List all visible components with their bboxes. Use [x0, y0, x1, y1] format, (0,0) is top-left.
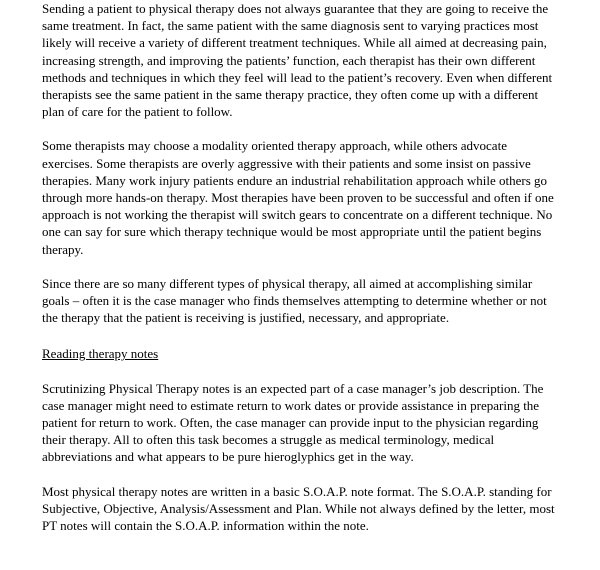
section-heading-reading-therapy-notes: Reading therapy notes — [42, 346, 159, 362]
paragraph-spacer — [42, 466, 558, 483]
paragraph-spacer — [42, 120, 558, 137]
document-body — [42, 0, 558, 534]
paragraph-4: Scrutinizing Physical Therapy notes is an expected part of a case manager’s job description. The case manager might need to estimate return to work dates or provide assistance in preparing the patient for return to work. Often, the case manager can provide input to the physician regarding their therapy. All to often this task becomes a struggle as medical terminology, medical abbreviations and what appears to be pure hieroglyphics get in the way. — [42, 380, 544, 465]
paragraph-1: Sending a patient to physical therapy does not always guarantee that they are going to receive the same treatment. In fact, the same patient with the same diagnosis sent to varying practices most likely will receive a variety of different treatment techniques. While all aimed at decreasing pain, increasing strength, and improving the patients’ function, each therapist has their own different methods and techniques in which they feel will lead to the patient’s recovery. Even when different therapists see the same patient in the same therapy practice, they often come up with a different plan of care for the patient to follow. — [42, 1, 553, 120]
paragraph-spacer — [42, 258, 558, 275]
heading-spacer — [42, 363, 558, 380]
paragraph-2: Some therapists may choose a modality oriented therapy approach, while others advocate exercises. Some therapists are overly aggressive with their patients and some insist on passive therapies. Many work injury patients endure an industrial rehabilitation approach while others go through more hands-on therapy. Most therapies have been proven to be successful and often if one approach is not working the therapist will switch gears to concentrate on a different technique. No one can say for sure which therapy technique would be most appropriate until the patient begins therapy. — [42, 138, 554, 257]
paragraph-3: Since there are so many different types of physical therapy, all aimed at accomplishing similar goals – often it is the case manager who finds themselves attempting to determine whether or not the therapy that the patient is receiving is justified, necessary, and appropriate. — [42, 275, 547, 326]
paragraph-5: Most physical therapy notes are written in a basic S.O.A.P. note format. The S.O.A.P. standing for Subjective, Objective, Analysis/Assessment and Plan. While not always defined by the letter, most PT notes will contain the S.O.A.P. information within the note. — [42, 483, 555, 534]
section-spacer — [42, 326, 558, 345]
